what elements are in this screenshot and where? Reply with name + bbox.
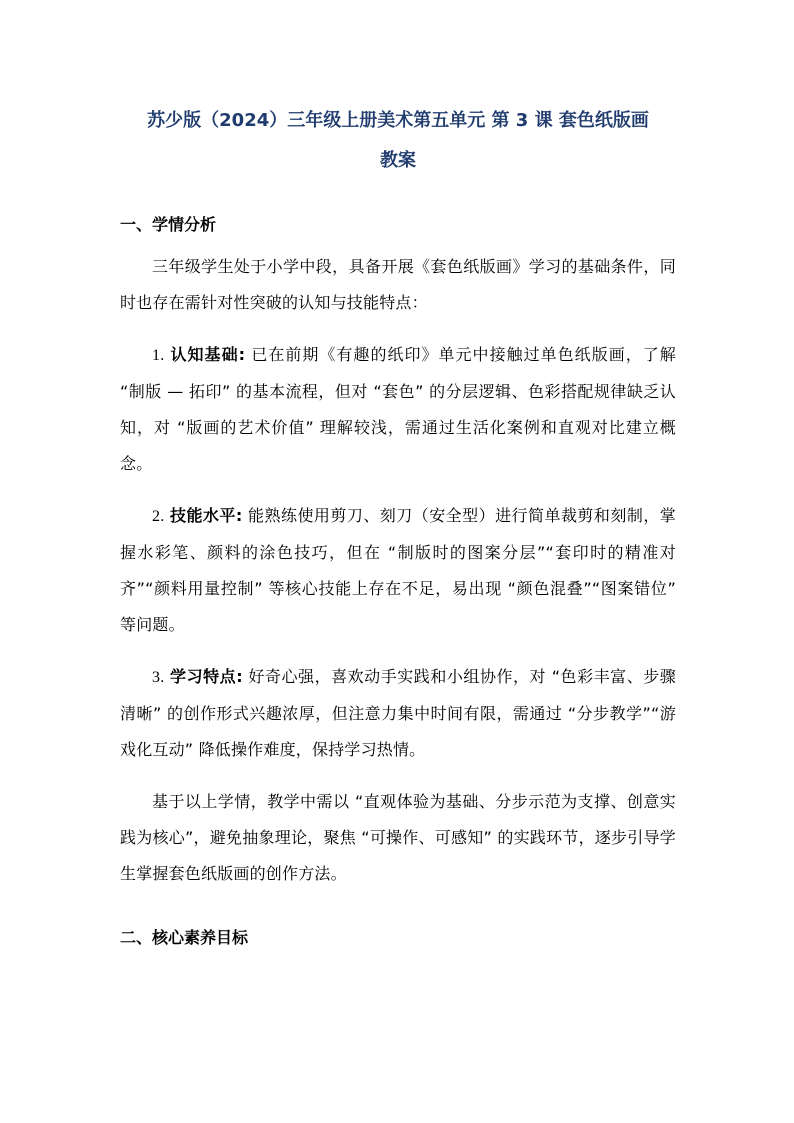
- list-item-cognitive: 1. 认知基础: 已在前期《有趣的纸印》单元中接触过单色纸版画，了解 “制版 — 拓印” 的基本流程，但对 “套色” 的分层逻辑、色彩搭配规律缺乏认知，对 “版画的艺术价值” 理解较浅，需通过生活化案例和直观对比建立概念。: [120, 345, 676, 473]
- section-heading-goals: 二、核心素养目标: [120, 928, 249, 947]
- list-label: 学习特点: [170, 667, 237, 686]
- title-line-1: 苏少版（2024）三年级上册美术第五单元 第 3 课 套色纸版画: [147, 110, 649, 131]
- list-number: 2.: [152, 508, 165, 525]
- list-text: 能熟练使用剪刀、刻刀（安全型）进行简单裁剪和刻制，掌握水彩笔、颜料的涂色技巧，但在 “制版时的图案分层”“套印时的精准对齐”“颜料用量控制” 等核心技能上存在不足，易出现 “颜色混叠”“图案错位” 等问题。: [120, 506, 676, 634]
- list-label: 认知基础: [170, 345, 239, 364]
- list-number: 3.: [152, 669, 165, 686]
- list-number: 1.: [152, 347, 165, 364]
- list-text: 好奇心强，喜欢动手实践和小组协作，对 “色彩丰富、步骤清晰” 的创作形式兴趣浓厚，但注意力集中时间有限，需通过 “分步教学”“游戏化互动” 降低操作难度，保持学习热情。: [120, 667, 676, 759]
- list-item-learning: 3. 学习特点: 好奇心强，喜欢动手实践和小组协作，对 “色彩丰富、步骤清晰” 的创作形式兴趣浓厚，但注意力集中时间有限，需通过 “分步教学”“游戏化互动” 降低操作难度，保持学习热情。: [120, 667, 676, 759]
- intro-paragraph: 三年级学生处于小学中段，具备开展《套色纸版画》学习的基础条件，同时也存在需针对性突破的认知与技能特点：: [120, 257, 676, 312]
- section-heading-analysis: 一、学情分析: [120, 215, 217, 234]
- summary-paragraph: 基于以上学情，教学中需以 “直观体验为基础、分步示范为支撑、创意实践为核心”，避免抽象理论，聚焦 “可操作、可感知” 的实践环节，逐步引导学生掌握套色纸版画的创作方法。: [120, 792, 676, 883]
- list-item-skill: 2. 技能水平: 能熟练使用剪刀、刻刀（安全型）进行简单裁剪和刻制，掌握水彩笔、颜料的涂色技巧，但在 “制版时的图案分层”“套印时的精准对齐”“颜料用量控制” 等核心技能上存在不足，易出现 “颜色混叠”“图案错位” 等问题。: [120, 506, 676, 634]
- title-line-2: 教案: [380, 150, 416, 171]
- list-text: 已在前期《有趣的纸印》单元中接触过单色纸版画，了解 “制版 — 拓印” 的基本流程，但对 “套色” 的分层逻辑、色彩搭配规律缺乏认知，对 “版画的艺术价值” 理解较浅，需通过生活化案例和直观对比建立概念。: [120, 345, 676, 473]
- list-label: 技能水平: [169, 506, 236, 525]
- document-title: [120, 0, 676, 181]
